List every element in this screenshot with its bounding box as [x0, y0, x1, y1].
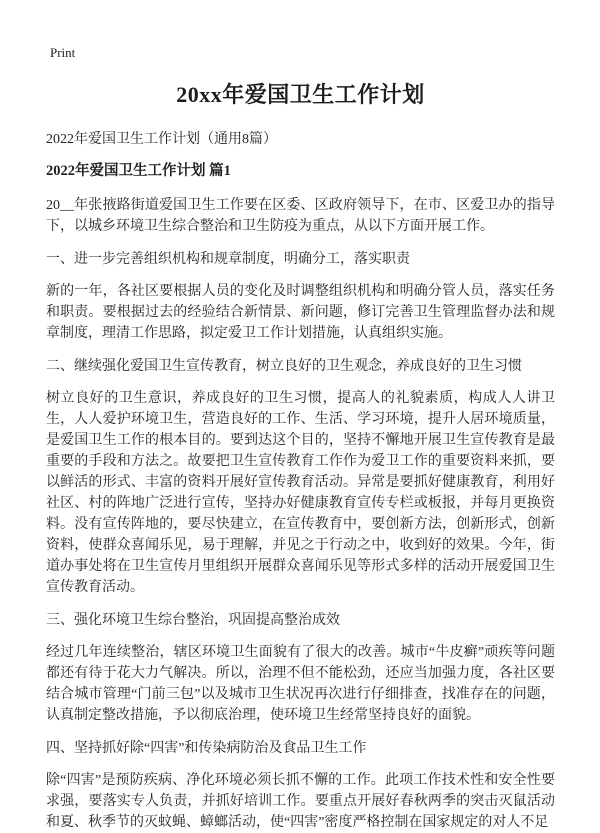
page-title: 20xx年爱国卫生工作计划 — [176, 82, 425, 107]
document-paragraph: 树立良好的卫生意识，养成良好的卫生习惯，提高人的礼貌素质，构成人人讲卫生，人人爱护环境卫生，营造良好的工作、生活、学习环境，提升人居环境质量，是爱国卫生工作的根本目的。要到达这个目的，坚持不懈地开展卫生宣传教育是最重要的手段和方法之。故要把卫生宣传教育工作作为爱卫工作的重要资料来抓，要以鲜活的形式、丰富的资料开展好宣传教育活动。异常是要抓好健康教育，利用好社区、村的阵地广泛进行宣传，坚持办好健康教育宣传专栏或板报，并每月更换资料。没有宣传阵地的，要尽快建立，在宣传教育中，要创新方法，创新形式，创新资料，使群众喜闻乐见，易于理解，并见之于行动之中，收到好的效果。今年，街道办事处将在卫生宣传月里组织开展群众喜闻乐见等形式多样的活动开展爱国卫生宣传教育活动。 — [46, 391, 555, 595]
document-subtitle: 2022年爱国卫生工作计划（通用8篇） — [46, 132, 277, 147]
section-heading: 二、继续强化爱国卫生宣传教育，树立良好的卫生观念，养成良好的卫生习惯 — [46, 359, 522, 374]
section-heading: 三、强化环境卫生综台整治，巩固提高整治成效 — [46, 613, 340, 628]
print-link[interactable]: Print — [50, 45, 76, 60]
document-paragraph: 新的一年，各社区要根据人员的变化及时调整组织机构和明确分管人员，落实任务和职责。要根据过去的经验结合新情景、新问题，修订完善卫生管理监督办法和规章制度，理清工作思路，拟定爱卫工作计划措施，认真组织实施。 — [46, 284, 555, 341]
document-paragraph: 经过几年连续整治，辖区环境卫生面貌有了很大的改善。城市“牛皮癣”顽疾等问题都还有待于花大力气解决。所以，治理不但不能松劲，还应当加强力度，各社区要结合城市管理“门前三包”以及城市卫生状况再次进行仔细排查，找准存在的问题，认真制定整改措施，予以彻底治理，使环境卫生经常坚持良好的面貌。 — [46, 645, 555, 723]
section-heading: 四、坚持抓好除“四害”和传染病防治及食品卫生工作 — [46, 741, 367, 756]
document-body — [46, 195, 555, 833]
section-heading: 一、进一步完善组织机构和规章制度，明确分工，落实职责 — [46, 252, 410, 267]
document-paragraph: 除“四害”是预防疾病、净化环境必须长抓不懈的工作。此项工作技术性和安全性要求强，要落实专人负责，并抓好培训工作。要重点开展好春秋两季的突击灭鼠活动和夏、秋季节的灭蚊蝇、蟑螂活动，使“四害”密度严格控制在国家规定的对人不足 — [46, 773, 555, 830]
document-paragraph: 20__年张掖路街道爱国卫生工作要在区委、区政府领导下，在市、区爱卫办的指导下，以城乡环境卫生综合整治和卫生防疫为重点，从以下方面开展工作。 — [46, 198, 555, 234]
article-heading: 2022年爱国卫生工作计划 篇1 — [46, 163, 231, 179]
